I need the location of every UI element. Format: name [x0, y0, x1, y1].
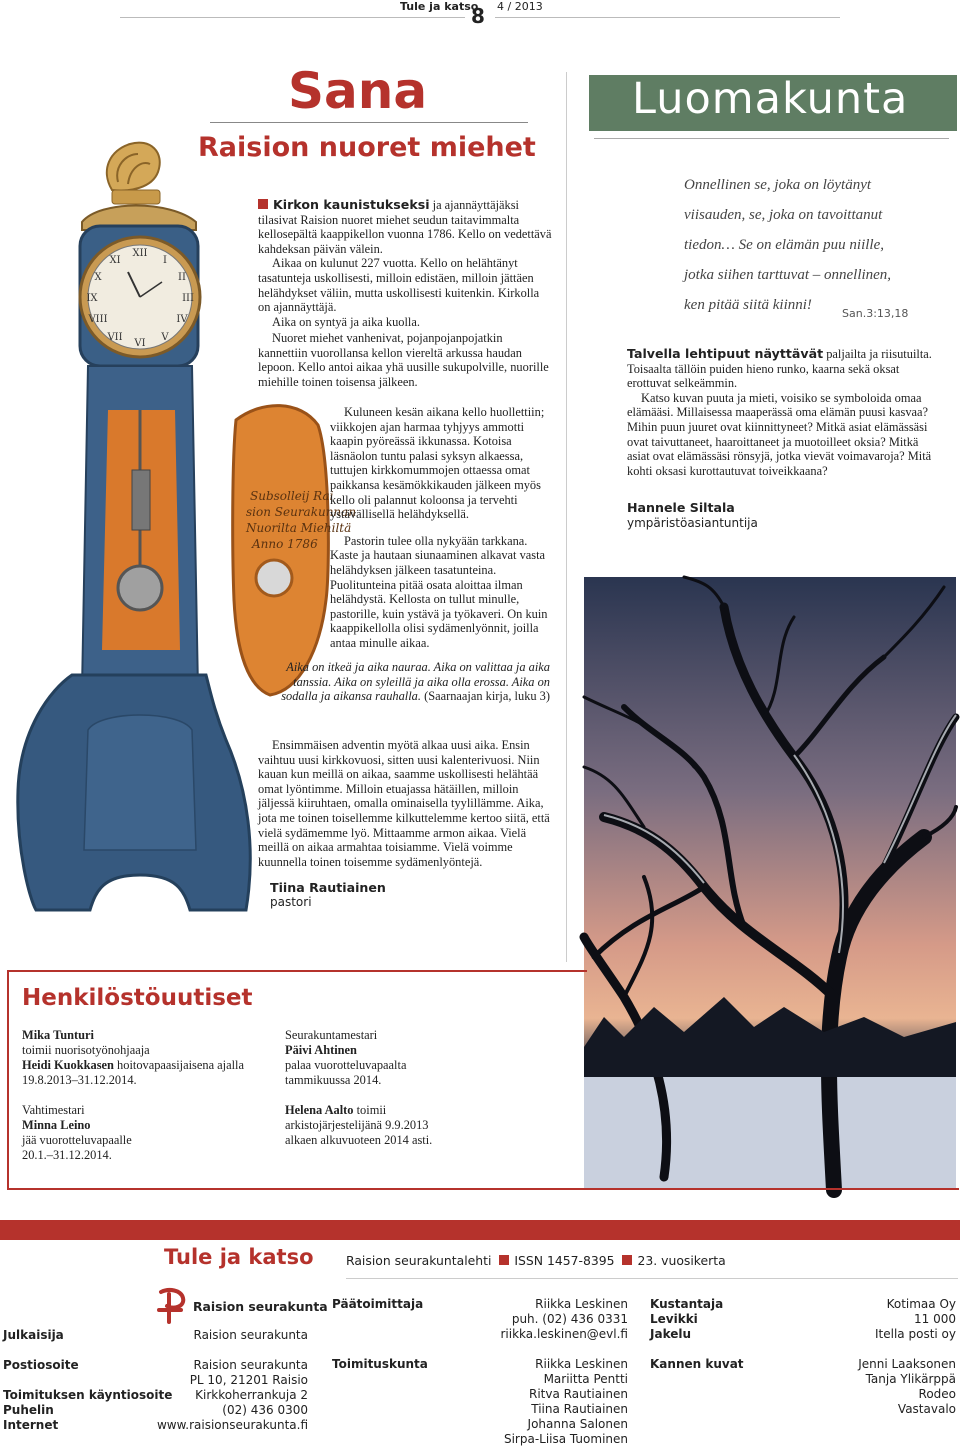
- colophon-value: Riikka Leskinen: [535, 1297, 628, 1311]
- svg-text:VIII: VIII: [88, 314, 108, 325]
- colophon-label: Levikki: [650, 1312, 698, 1326]
- svg-text:IV: IV: [176, 314, 188, 325]
- luomakunta-p2: Katso kuvan puuta ja mieti, voisiko se symboloida omaa elämääsi. Millaisessa maaperässä oma elämän puusi kasvaa? Mihin puun juuret ovat kiinnittyneet? Mitkä asiat elämässäsi ovat taivuttaneet, haaroittaneet ja muotoilleet oksia? Mitkä asiat ovat elämässäsi rönsyjä, jotka vievät voimavaroja? Mitä kohti oksasi kurottautuvat toiveikkaana?: [627, 390, 932, 478]
- henkilo-item: [22, 1103, 262, 1163]
- sana-author-role: pastori: [270, 895, 312, 909]
- henkilo-text: toimii nuorisotyönohjaaja: [22, 1043, 150, 1057]
- paper-info-name: Raision seurakuntalehti: [346, 1253, 492, 1268]
- henkilo-name: Mika Tunturi: [22, 1028, 94, 1042]
- sana-p1: ja ajannäyttäjäksi tilasivat Raision nuoret miehet seudun taitavimmalta kellosepältä kaappikellon vuonna 1786. Kello on vedettävä kahdeksan päivän välein.: [258, 198, 552, 256]
- henkilosto-top-rule: [7, 970, 587, 972]
- colophon-value: Kotimaa Oy: [886, 1297, 956, 1311]
- header-rule-left: [120, 17, 465, 18]
- henkilo-text: jää vuorotteluvapaalle 20.1.–31.12.2014.: [22, 1133, 132, 1162]
- colophon-row: [650, 1297, 956, 1312]
- sana-body-top: [258, 198, 553, 329]
- sana-quote-block: [258, 660, 550, 704]
- luomakunta-author-name: Hannele Siltala: [627, 500, 735, 515]
- sana-article-title: Raision nuoret miehet: [198, 132, 536, 163]
- colophon-row: [650, 1312, 956, 1327]
- colophon-value: Tiina Rautiainen: [531, 1402, 628, 1416]
- colophon-value: Jenni Laaksonen: [858, 1357, 956, 1371]
- luomakunta-p1: paljailta ja riisutuilta. Toisaalta tällöin puiden hieno runko, kaarna sekä oksat erottuvat selkeämmin.: [627, 347, 932, 391]
- colophon-value: Raision seurakunta: [193, 1358, 308, 1372]
- sana-p6: Pastorin tulee olla nykyään tarkkana. Kaste ja hautaan siunaaminen alkavat vasta helähdyksen jälkeen tasatunteina. Puolitunteina pitää osata aloittaa ilman helähdystä. Kellosta on tullut minulle, pastorille, kuin ystävä ja työkaveri. On kuin kaappikellolla olisi sydämenlyönnit, joilla antaa minulle aikaa.: [330, 533, 548, 650]
- header-publication: Tule ja katso: [400, 0, 479, 13]
- svg-text:VI: VI: [134, 338, 146, 349]
- colophon-label: Päätoimittaja: [332, 1297, 424, 1311]
- henkilo-text: hoitovapaasijaisena ajalla 19.8.2013–31.12.2014.: [22, 1058, 244, 1087]
- sana-ecclesiastes-quote: Aika on itkeä ja aika nauraa. Aika on valittaa ja aika tanssia. Aika on syleillä ja aika olla erossa. Aika on sodalla ja aikansa rauhalla.: [281, 660, 550, 704]
- sana-p4: Nuoret miehet vanhenivat, pojanpojanpojatkin kannettiin vuorollansa kellon viereltä arkussa haudan lepoon. Kello antoi aikaa yhä uusille sukupolville, nuorille miehille toinen toisensa jälkeen.: [258, 331, 549, 389]
- colophon-value: (02) 436 0300: [222, 1403, 308, 1417]
- email-link[interactable]: riikka.leskinen@evl.fi: [500, 1327, 628, 1341]
- inscription-line-4: Anno 1786: [252, 537, 318, 551]
- colophon-logo-text: Raision seurakunta: [193, 1299, 328, 1314]
- colophon-paper-title: Tule ja katso: [164, 1245, 314, 1269]
- colophon-row: [3, 1418, 308, 1433]
- clock-crown: [82, 143, 196, 230]
- luomakunta-author-role: ympäristöasiantuntija: [627, 516, 758, 530]
- colophon-value: 11 000: [914, 1312, 956, 1326]
- header-page-number: 8: [471, 4, 485, 28]
- colophon-value: Mariitta Pentti: [543, 1372, 628, 1386]
- henkilo-item: [285, 1103, 455, 1148]
- colophon-value: Raision seurakunta: [193, 1328, 308, 1342]
- henkilo-text: toimii arkistojärjestelijänä 9.9.2013 alkaen alkuvuoteen 2014 asti.: [285, 1103, 433, 1147]
- colophon-value: Ritva Rautiainen: [529, 1387, 628, 1401]
- luomakunta-quote-ref: San.3:13,18: [842, 307, 909, 320]
- colophon-right: [650, 1297, 956, 1417]
- colophon-row: [3, 1328, 308, 1343]
- colophon-label: Internet: [3, 1418, 59, 1432]
- paper-info-volume: 23. vuosikerta: [637, 1253, 726, 1268]
- sana-author-name: Tiina Rautiainen: [270, 880, 386, 895]
- sana-p2: Aikaa on kulunut 227 vuotta. Kello on helähtänyt tasatunteja uskollisesti, milloin edistäen, milloin jättäen helähdykset väliin, mutta uskollisesti kuitenkin. Kirkolla on ajannäyttäjä.: [258, 256, 540, 315]
- website-link[interactable]: www.raisionseurakunta.fi: [156, 1418, 308, 1432]
- sana-lead-square: [258, 199, 268, 209]
- inscription-line-1: Subsolleij Rai: [250, 489, 334, 503]
- quote-line-2: viisauden, se, joka on tavoittanut: [684, 207, 883, 223]
- sana-quote-ref: (Saarnaajan kirja, luku 3): [424, 689, 550, 704]
- svg-text:V: V: [161, 332, 169, 343]
- sana-lead: Kirkon kaunistukseksi: [273, 197, 430, 212]
- henkilo-item: [285, 1028, 455, 1088]
- inscription-line-3: Nuorilta Miehiltä: [246, 521, 352, 535]
- colophon-label: Jakelu: [650, 1327, 692, 1341]
- colophon-value: Tanja Ylikärppä: [865, 1372, 956, 1386]
- luomakunta-section-title: Luomakunta: [632, 74, 909, 124]
- svg-text:VII: VII: [107, 332, 123, 343]
- colophon-label: Toimituksen käyntiosoite: [3, 1388, 173, 1402]
- henkilo-text: palaa vuorotteluvapaalta tammikuussa 2014.: [285, 1058, 407, 1087]
- raision-seurakunta-logo-icon: [155, 1288, 189, 1324]
- colophon-rule: [346, 1278, 958, 1279]
- sana-p5: Kuluneen kesän aikana kello huollettiin; viikkojen ajan harmaa tyhjyys ammotti kaapin pyöreässä ikkunassa. Kotoisa läsnäolon tuntu palasi syksyn alkaessa, tuttujen kirkkomummojen ottaessa omat paikkansa kesämökkikauden jälkeen myös kello oli palannut koloonsa ja tervehti ystävällisellä helähdyksellä.: [330, 405, 545, 522]
- henkilo-role: Seurakuntamestari: [285, 1028, 378, 1042]
- colophon-label: Puhelin: [3, 1403, 54, 1417]
- sana-p8: Ensimmäisen adventin myötä alkaa uusi aika. Ensin vaihtuu uusi kirkkovuosi, sitten uusi kalenterivuosi. Niin kauan kun meillä on aikaa, saamme uskollisesti helähtää omat lyöntimme. Milloin etuajassa hätäillen, milloin jäljessä kiiruhtaen, omalla ominaisella tyylillämme. Aika, jota me toinen toisellemme kilkuttelemme kertoo siitä, että vielä sydämemme lyö. Mittaamme armon aikaa. Vielä meillä on aikaa armahtaa toisiamme. Vielä voimme kuunnella toinen toisemme sydämenlyöntejä.: [258, 738, 550, 869]
- colophon-value: Kirkkoherrankuja 2: [195, 1388, 308, 1402]
- clock-door-window: [256, 560, 292, 596]
- luomakunta-lead: Talvella lehtipuut näyttävät: [627, 346, 824, 361]
- colophon-row: [650, 1327, 956, 1342]
- colophon-red-bar: [0, 1220, 960, 1240]
- colophon-value: Itella posti oy: [875, 1327, 956, 1341]
- svg-text:IX: IX: [86, 293, 98, 304]
- paper-info-issn: ISSN 1457-8395: [514, 1253, 615, 1268]
- sana-body-mid: [258, 331, 553, 389]
- colophon-row: [3, 1388, 308, 1403]
- colophon-middle: [332, 1297, 628, 1447]
- sana-p3: Aika on syntyä ja aika kuolla.: [272, 314, 420, 329]
- header-issue: 4 / 2013: [497, 0, 543, 13]
- page-header: [0, 0, 960, 28]
- quote-line-5: ken pitää siitä kiinni!: [684, 297, 812, 313]
- henkilo-item: [22, 1058, 262, 1088]
- info-separator: [499, 1255, 509, 1265]
- svg-text:XII: XII: [132, 248, 148, 259]
- sana-section-title: Sana: [288, 62, 428, 120]
- colophon-row: [332, 1297, 628, 1312]
- henkilo-name: Heidi Kuokkasen: [22, 1058, 114, 1072]
- svg-text:III: III: [182, 293, 194, 304]
- colophon-row: [332, 1357, 628, 1372]
- henkilo-role: Vahtimestari: [22, 1103, 85, 1117]
- clock-pendulum-disc: [118, 566, 162, 610]
- colophon-label: Toimituskunta: [332, 1357, 428, 1371]
- colophon-value: PL 10, 21201 Raisio: [189, 1373, 308, 1387]
- colophon-value: puh. (02) 436 0331: [511, 1312, 628, 1326]
- colophon-label: Kannen kuvat: [650, 1357, 744, 1371]
- quote-line-1: Onnellinen se, joka on löytänyt: [684, 177, 872, 193]
- svg-text:X: X: [94, 272, 102, 283]
- quote-line-3: tiedon… Se on elämän puu niille,: [684, 237, 884, 253]
- sana-title-rule: [210, 122, 528, 123]
- colophon-value: Rodeo: [918, 1387, 956, 1401]
- henkilosto-right-col: [285, 1028, 455, 1148]
- henkilo-name: Päivi Ahtinen: [285, 1043, 357, 1057]
- colophon-row: [650, 1357, 956, 1372]
- colophon-value: Johanna Salonen: [527, 1417, 628, 1431]
- colophon-value: Sirpa-Liisa Tuominen: [503, 1432, 628, 1446]
- colophon-left: [3, 1328, 308, 1433]
- svg-text:XI: XI: [109, 255, 121, 266]
- column-divider: [566, 72, 567, 962]
- svg-text:II: II: [178, 272, 186, 283]
- colophon-value: Riikka Leskinen: [535, 1357, 628, 1371]
- colophon-row: [3, 1358, 308, 1373]
- clock-weight: [132, 470, 150, 530]
- svg-text:I: I: [163, 255, 167, 266]
- henkilo-name: Minna Leino: [22, 1118, 91, 1132]
- henkilo-item: [22, 1028, 262, 1058]
- henkilo-name: Helena Aalto: [285, 1103, 354, 1117]
- sana-body-bottom: [258, 738, 550, 869]
- luomakunta-banner-rule: [594, 138, 949, 139]
- header-rule-right: [495, 17, 840, 18]
- info-separator: [622, 1255, 632, 1265]
- henkilosto-title: Henkilöstöuutiset: [22, 985, 253, 1011]
- henkilosto-left-col: [22, 1028, 262, 1163]
- sana-body-mid2: [330, 405, 552, 651]
- colophon-value: Vastavalo: [897, 1402, 956, 1416]
- colophon-label: Kustantaja: [650, 1297, 724, 1311]
- luomakunta-quote: [684, 170, 954, 320]
- colophon-row: [3, 1403, 308, 1418]
- colophon-label: Postiosoite: [3, 1358, 79, 1372]
- inscription-line-2: sion Seurakunnan: [246, 505, 357, 519]
- colophon-paper-info: [346, 1253, 726, 1268]
- quote-line-4: jotka siihen tarttuvat – onnellinen,: [684, 267, 892, 283]
- colophon-label: Julkaisija: [3, 1328, 64, 1342]
- luomakunta-body: [627, 347, 935, 478]
